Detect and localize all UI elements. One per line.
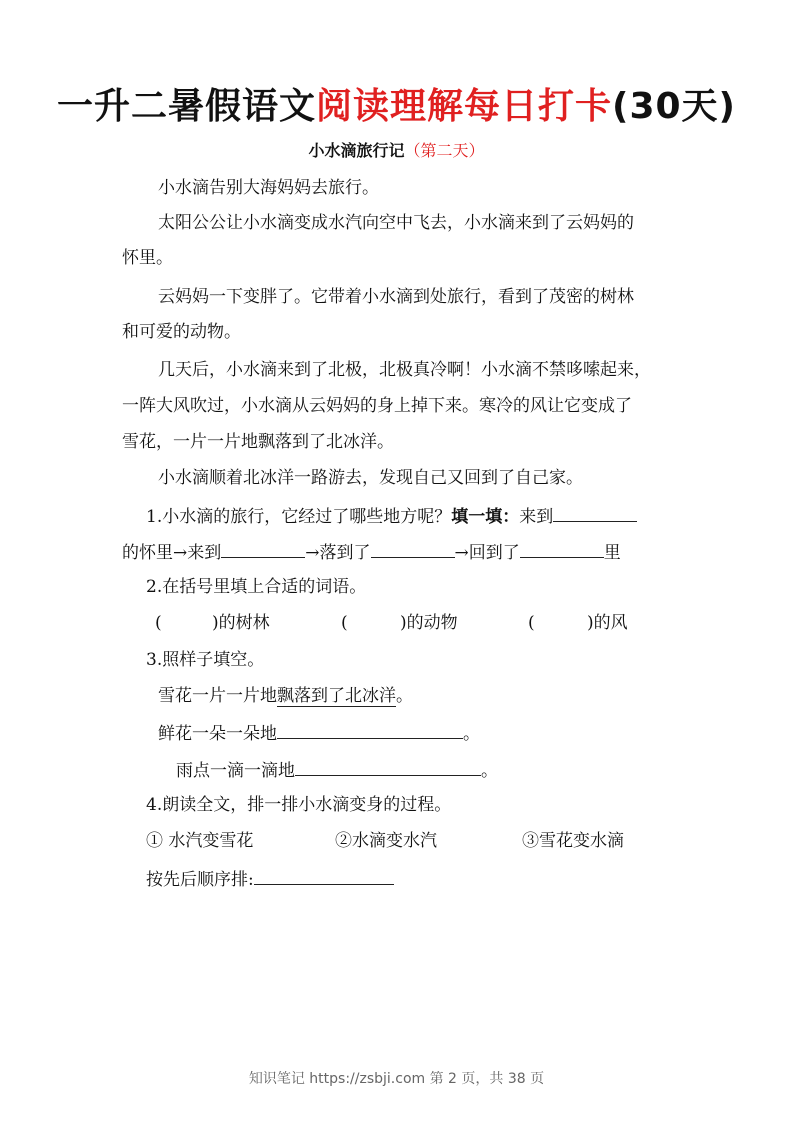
q3-example — [158, 684, 413, 708]
answer-blank[interactable] — [520, 539, 604, 558]
passage-line: 怀里。 — [122, 248, 173, 268]
q1-seg: →回到了 — [454, 543, 520, 563]
q4-option: ②水滴变水汽 — [335, 831, 437, 851]
question-1-line2 — [122, 539, 621, 565]
q2-item: )的动物 — [400, 613, 458, 633]
q2-item: )的风 — [587, 613, 628, 633]
q3-example-underlined: 飘落到了北冰洋 — [277, 686, 396, 706]
answer-blank[interactable] — [254, 866, 394, 885]
q4-order-label: 按先后顺序排: — [146, 870, 254, 890]
page-title — [0, 78, 793, 129]
passage-line: 太阳公公让小水滴变成水汽向空中飞去，小水滴来到了云妈妈的 — [158, 213, 634, 233]
question-4: 4.朗读全文，排一排小水滴变身的过程。 — [146, 795, 452, 815]
question-1-come: 来到 — [519, 507, 554, 527]
q3-example-end: 。 — [396, 686, 413, 706]
passage-title — [0, 138, 793, 161]
q4-option: ③雪花变水滴 — [522, 831, 624, 851]
passage-line: 和可爱的动物。 — [122, 322, 241, 342]
passage-title-main: 小水滴旅行记 — [308, 141, 405, 160]
answer-blank[interactable] — [371, 539, 455, 558]
passage-line: 一阵大风吹过，小水滴从云妈妈的身上掉下来。寒冷的风让它变成了 — [122, 396, 632, 416]
q3-fill-2 — [176, 757, 498, 783]
question-3: 3.照样子填空。 — [146, 650, 265, 670]
q3-fill-2-text: 雨点一滴一滴地 — [176, 761, 295, 781]
page-footer: 知识笔记 https://zsbji.com 第 2 页，共 38 页 — [248, 1071, 545, 1087]
passage-line: 小水滴顺着北冰洋一路游去，发现自己又回到了自己家。 — [158, 468, 583, 488]
q1-seg: 里 — [603, 543, 621, 563]
passage-line: 几天后，小水滴来到了北极，北极真冷啊！小水滴不禁哆嗦起来， — [158, 360, 651, 380]
q4-order — [146, 866, 394, 892]
question-1-text: 1.小水滴的旅行，它经过了哪些地方呢？ — [146, 507, 452, 527]
answer-blank[interactable] — [277, 720, 463, 739]
question-2: 2.在括号里填上合适的词语。 — [146, 577, 367, 597]
question-1 — [146, 503, 637, 529]
q2-paren-open: ( — [528, 613, 535, 633]
q1-seg: 的怀里→来到 — [122, 543, 222, 563]
answer-blank[interactable] — [221, 539, 305, 558]
q3-example-a: 雪花一片一片地 — [158, 686, 277, 706]
answer-blank[interactable] — [295, 757, 481, 776]
answer-blank[interactable] — [553, 503, 637, 522]
q2-paren-open: ( — [155, 613, 162, 633]
passage-line: 雪花，一片一片地飘落到了北冰洋。 — [122, 432, 394, 452]
title-tail: (30天) — [612, 86, 737, 127]
q3-fill-1 — [158, 720, 480, 746]
q1-seg: →落到了 — [305, 543, 371, 563]
passage-line: 云妈妈一下变胖了。它带着小水滴到处旅行，看到了茂密的树林 — [158, 287, 634, 307]
title-red: 阅读理解每日打卡 — [315, 86, 612, 127]
q3-fill-1-end: 。 — [463, 724, 480, 744]
passage-title-day: （第二天） — [404, 141, 485, 160]
question-1-bold: 填一填： — [451, 507, 520, 527]
q3-fill-1-text: 鲜花一朵一朵地 — [158, 724, 277, 744]
passage-line: 小水滴告别大海妈妈去旅行。 — [158, 178, 379, 198]
title-black: 一升二暑假语文 — [56, 86, 316, 127]
q2-item: )的树林 — [212, 613, 270, 633]
q2-paren-open: ( — [341, 613, 348, 633]
q3-fill-2-end: 。 — [481, 761, 498, 781]
q4-option: ① 水汽变雪花 — [146, 831, 254, 851]
